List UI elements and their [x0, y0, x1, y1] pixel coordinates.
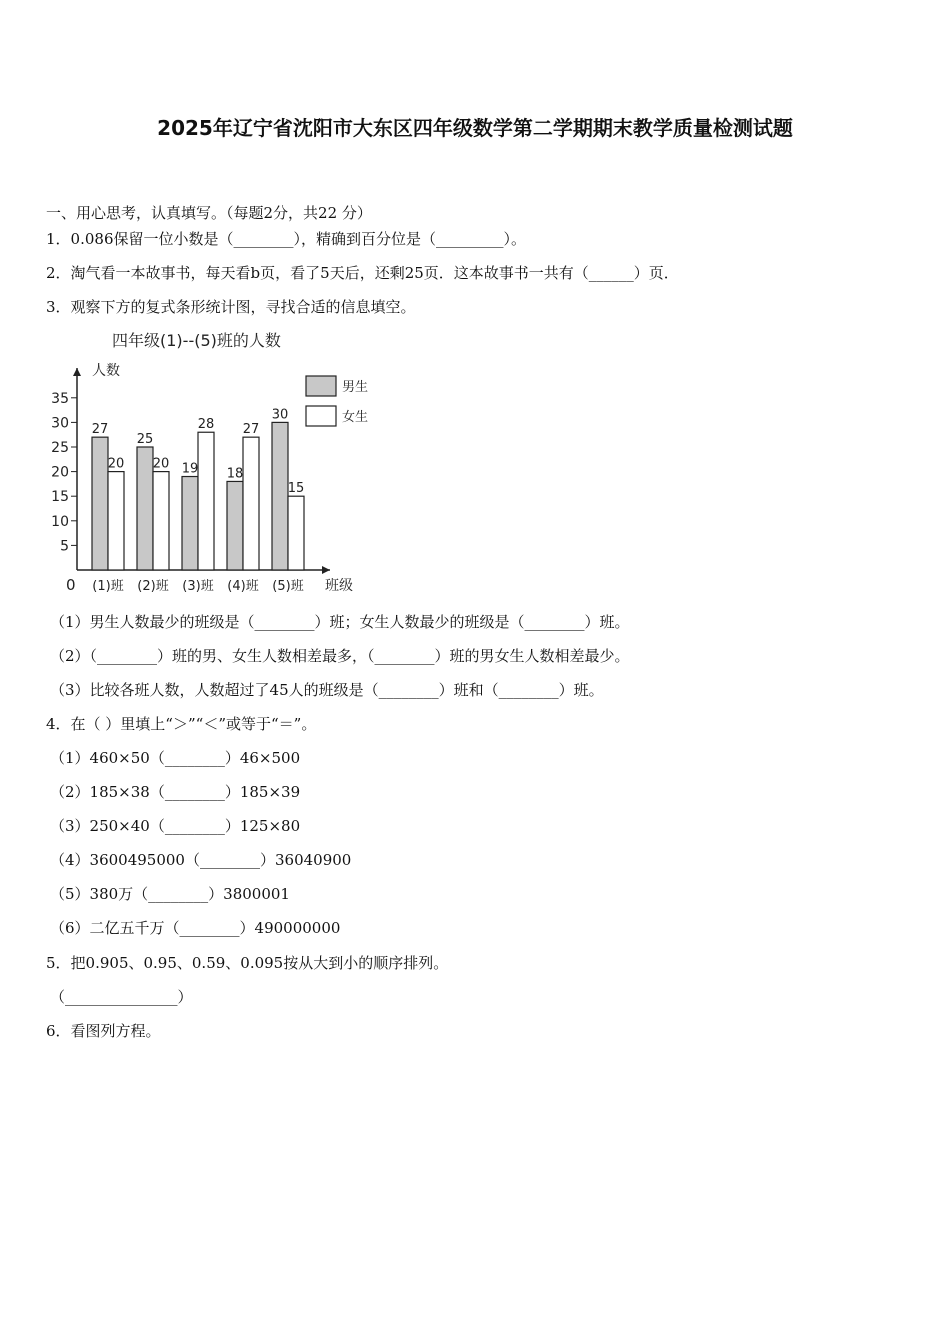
bar-girls	[288, 496, 304, 570]
question-3-1: （1）男生人数最少的班级是（________）班；女生人数最少的班级是（________）班。	[50, 613, 630, 631]
legend-swatch-girls	[306, 406, 336, 426]
x-tick-label: (2)班	[137, 579, 169, 594]
bar-value-label: 25	[136, 432, 154, 447]
bar-girls	[243, 437, 259, 570]
question-4-item: （6）二亿五千万（________）490000000	[50, 919, 341, 937]
bar-chart-svg	[40, 322, 370, 600]
chart-title: 四年级(1)--(5)班的人数	[112, 331, 281, 350]
bar-boys	[182, 477, 198, 570]
origin-label: 0	[66, 576, 76, 594]
question-5: 5．把0.905、0.95、0.59、0.095按从大到小的顺序排列。	[46, 954, 449, 972]
bar-value-label: 28	[197, 417, 215, 433]
bar-value-label: 15	[287, 481, 305, 497]
bar-value-label: 20	[152, 456, 170, 472]
x-tick-label: (3)班	[182, 579, 214, 594]
question-4-item: （1）460×50（________）46×500	[50, 749, 301, 767]
question-4-item: （3）250×40（________）125×80	[50, 817, 301, 835]
bar-boys	[227, 481, 243, 570]
question-4: 4．在（ ）里填上“＞”“＜”或等于“＝”。	[46, 715, 317, 733]
legend-label-girls: 女生	[342, 410, 369, 425]
x-tick-label: (1)班	[92, 579, 124, 594]
question-4-item: （4）3600495000（________）36040900	[50, 851, 352, 869]
bar-value-label: 30	[271, 407, 289, 423]
bar-chart	[40, 322, 370, 600]
y-axis-arrow	[73, 368, 81, 376]
bar-boys	[92, 437, 108, 570]
y-tick-label: 30	[51, 415, 69, 432]
y-axis-label: 人数	[92, 363, 120, 379]
legend-label-boys: 男生	[342, 380, 369, 395]
bar-value-label: 27	[242, 422, 260, 438]
question-2: 2．淘气看一本故事书，每天看b页，看了5天后，还剩25页．这本故事书一共有（______）页．	[46, 264, 679, 282]
bar-value-label: 27	[91, 422, 109, 438]
y-tick-label: 10	[51, 513, 69, 530]
y-tick-label: 20	[51, 464, 69, 481]
question-5-answer-blank: （_______________）	[50, 988, 193, 1006]
y-tick-label: 15	[51, 489, 69, 506]
x-axis-label: 班级	[325, 578, 353, 594]
x-tick-label: (4)班	[227, 579, 259, 594]
question-4-item: （2）185×38（________）185×39	[50, 783, 301, 801]
bar-value-label: 18	[226, 466, 244, 482]
bar-value-label: 20	[107, 456, 125, 472]
y-tick-label: 35	[51, 390, 69, 407]
section-heading: 一、用心思考，认真填写。（每题2分，共22 分）	[46, 204, 372, 222]
question-3: 3．观察下方的复式条形统计图，寻找合适的信息填空。	[46, 298, 416, 316]
bar-boys	[137, 447, 153, 570]
bar-girls	[108, 472, 124, 570]
x-tick-label: (5)班	[272, 579, 304, 594]
question-3-3: （3）比较各班人数，人数超过了45人的班级是（________）班和（________）班。	[50, 681, 604, 699]
question-3-2: （2）（________）班的男、女生人数相差最多，（________）班的男女生人数相差最少。	[50, 647, 630, 665]
x-axis-arrow	[322, 566, 330, 574]
bar-boys	[272, 422, 288, 570]
question-6: 6．看图列方程。	[46, 1022, 161, 1040]
bar-girls	[198, 432, 214, 570]
bar-girls	[153, 472, 169, 570]
y-tick-label: 5	[60, 538, 69, 555]
question-4-item: （5）380万（________）3800001	[50, 885, 290, 903]
question-1: 1．0.086保留一位小数是（________），精确到百分位是（_________）。	[46, 230, 526, 248]
legend-swatch-boys	[306, 376, 336, 396]
bar-value-label: 19	[181, 461, 199, 477]
page-title: 2025年辽宁省沈阳市大东区四年级数学第二学期期末教学质量检测试题	[157, 116, 793, 140]
y-tick-label: 25	[51, 440, 69, 456]
